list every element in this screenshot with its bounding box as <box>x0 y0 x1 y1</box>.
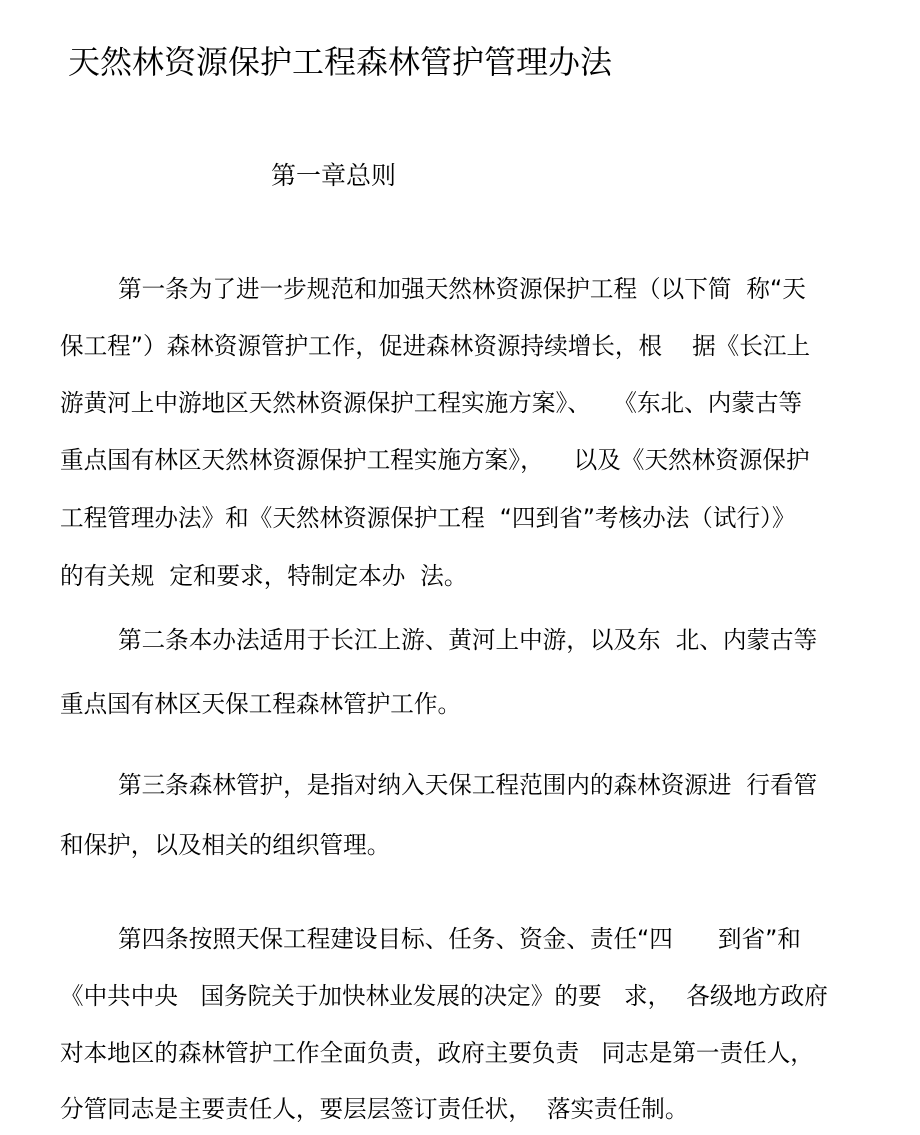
text-line: 第三条森林管护，是指对纳入天保工程范围内的森林资源进 行看管 <box>118 771 818 799</box>
chapter-heading: 第一章总则 <box>271 161 397 190</box>
text-line: 分管同志是主要责任人，要层层签订责任状， 落实责任制。 <box>60 1095 689 1123</box>
text-line: 的有关规 定和要求，特制定本办 法。 <box>60 562 468 590</box>
text-line: 重点国有林区天保工程森林管护工作。 <box>60 690 462 718</box>
document-title: 天然林资源保护工程森林管护管理办法 <box>68 43 613 81</box>
text-line: 工程管理办法》和《天然林资源保护工程 “四到省”考核办法（试行）》 <box>60 504 796 532</box>
text-line: 游黄河上中游地区天然林资源保护工程实施方案》、 《东北、内蒙古等 <box>60 389 803 417</box>
text-line: 《中共中央 国务院关于加快林业发展的决定》的要 求， 各级地方政府 <box>60 982 828 1010</box>
text-line: 对本地区的森林管护工作全面负责，政府主要负责 同志是第一责任人， <box>60 1039 814 1067</box>
text-line: 重点国有林区天然林资源保护工程实施方案》， 以及《天然林资源保护 <box>60 446 810 474</box>
text-line: 第二条本办法适用于长江上游、黄河上中游，以及东 北、内蒙古等 <box>118 626 818 654</box>
text-line: 和保护，以及相关的组织管理。 <box>60 831 391 859</box>
text-line: 第四条按照天保工程建设目标、任务、资金、责任“四 到省”和 <box>118 925 801 953</box>
text-line: 保工程”）森林资源管护工作，促进森林资源持续增长，根 据《长江上 <box>60 332 811 360</box>
text-line: 第一条为了进一步规范和加强天然林资源保护工程（以下简 称“天 <box>118 275 806 303</box>
